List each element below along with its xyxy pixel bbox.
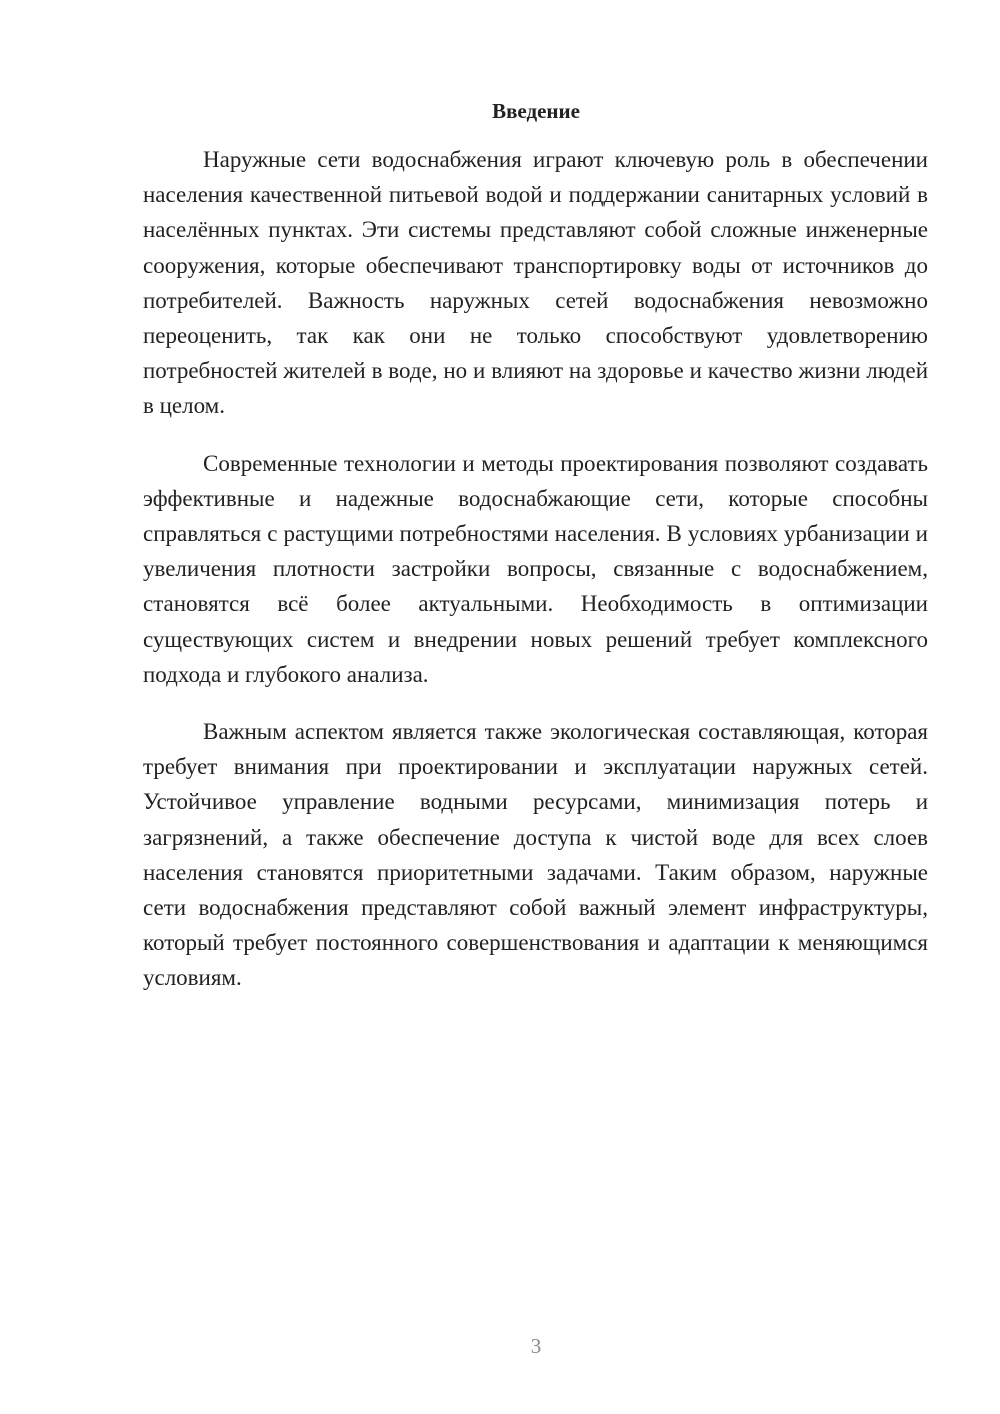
- paragraph-1: Наружные сети водоснабжения играют ключевую роль в обеспечении населения качественной питьевой водой и поддержании санитарных условий в населённых пунктах. Эти системы представляют собой сложные инженерные сооружения, которые обеспечивают транспортировку воды от источников до потребителей. Важность наружных сетей водоснабжения невозможно переоценить, так как они не только способствуют удовлетворению потребностей жителей в воде, но и влияют на здоровье и качество жизни людей в целом.: [143, 147, 928, 419]
- paragraph-3: Важным аспектом является также экологическая составляющая, которая требует внимания при проектировании и эксплуатации наружных сетей. Устойчивое управление водными ресурсами, минимизация потерь и загрязнений, а также обеспечение доступа к чистой воде для всех слоев населения становятся приоритетными задачами. Таким образом, наружные сети водоснабжения представляют собой важный элемент инфраструктуры, который требует постоянного совершенствования и адаптации к меняющимся условиям.: [143, 719, 928, 991]
- section-heading: Введение: [492, 99, 580, 123]
- body-text: [143, 142, 928, 1018]
- paragraph-2: Современные технологии и методы проектирования позволяют создавать эффективные и надежные водоснабжающие сети, которые способны справляться с растущими потребностями населения. В условиях урбанизации и увеличения плотности застройки вопросы, связанные с водоснабжением, становятся всё более актуальными. Необходимость в оптимизации существующих систем и внедрении новых решений требует комплексного подхода и глубокого анализа.: [143, 450, 928, 687]
- page-number: 3: [530, 1334, 542, 1358]
